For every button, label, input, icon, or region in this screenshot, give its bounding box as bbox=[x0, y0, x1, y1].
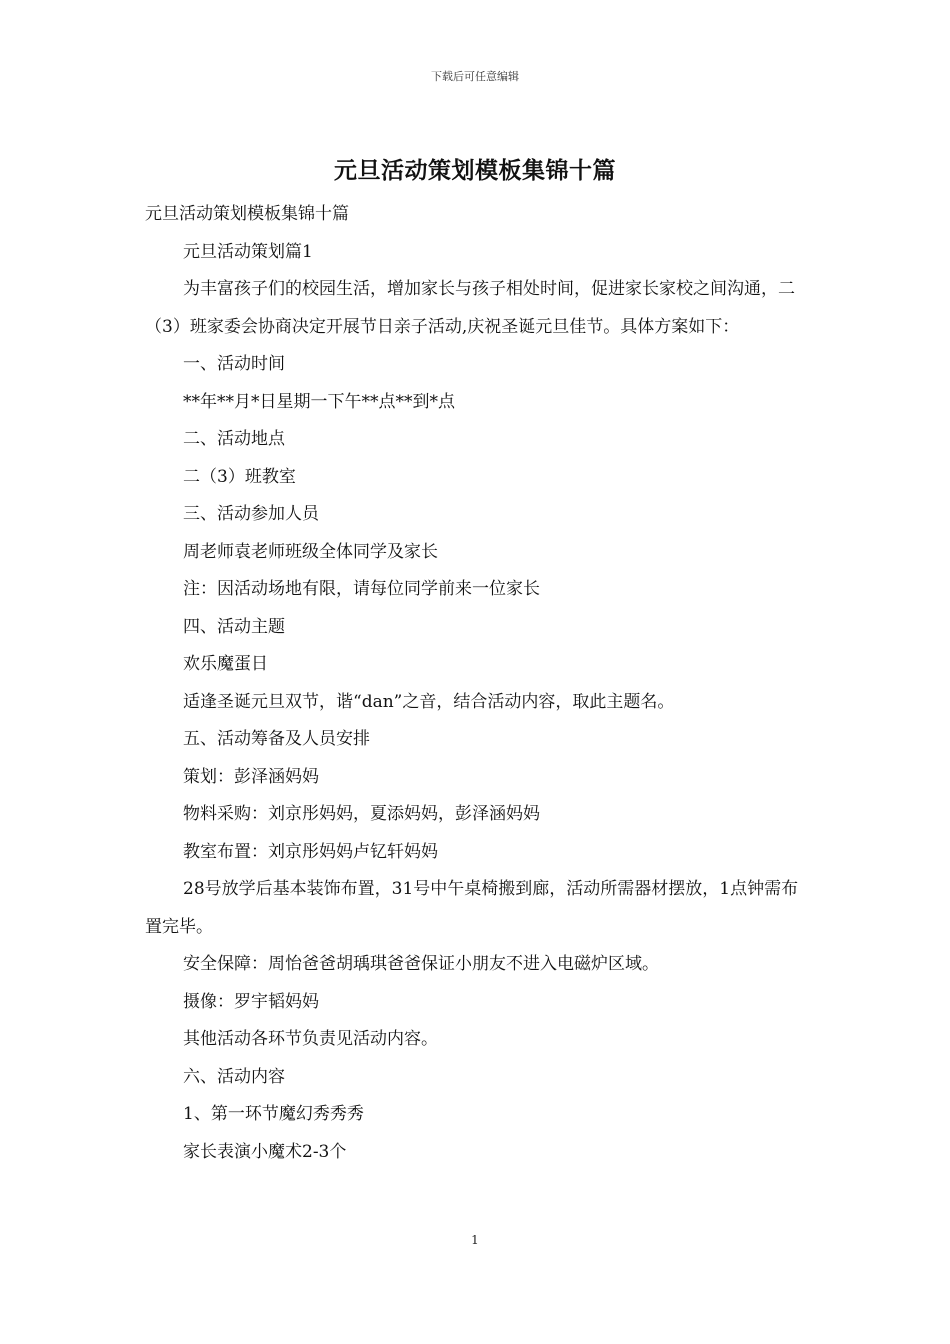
heading-participants: 三、活动参加人员 bbox=[183, 504, 319, 524]
paragraph-purchasing: 物料采购：刘京彤妈妈，夏添妈妈，彭泽涵妈妈 bbox=[183, 804, 540, 824]
heading-activity-location: 二、活动地点 bbox=[183, 429, 285, 449]
paragraph-theme-name: 欢乐魔蛋日 bbox=[183, 654, 268, 674]
paragraph-theme-explanation: 适逢圣诞元旦双节，谐“dan”之音，结合活动内容，取此主题名。 bbox=[183, 691, 675, 712]
paragraph-first-segment: 1、第一环节魔幻秀秀秀 bbox=[183, 1104, 364, 1124]
heading-content: 六、活动内容 bbox=[183, 1066, 285, 1087]
heading-theme: 四、活动主题 bbox=[183, 616, 285, 637]
document-title: 元旦活动策划模板集锦十篇 bbox=[334, 157, 616, 184]
paragraph-activity-location: 二（3）班教室 bbox=[183, 466, 296, 487]
heading-activity-time: 一、活动时间 bbox=[183, 354, 285, 374]
paragraph-participants: 周老师袁老师班级全体同学及家长 bbox=[183, 541, 438, 562]
paragraph-decoration: 教室布置：刘京彤妈妈卢钇轩妈妈 bbox=[183, 841, 438, 862]
paragraph-planning: 策划：彭泽涵妈妈 bbox=[183, 766, 319, 787]
paragraph-note: 注：因活动场地有限，请每位同学前来一位家长 bbox=[183, 579, 540, 599]
page-number: 1 bbox=[471, 1233, 479, 1247]
header-note: 下载后可任意编辑 bbox=[431, 70, 519, 83]
document-body bbox=[145, 196, 807, 1171]
paragraph-magic-show: 家长表演小魔术2-3个 bbox=[183, 1141, 347, 1162]
heading-preparation: 五、活动筹备及人员安排 bbox=[183, 729, 370, 749]
intro-paragraph: 为丰富孩子们的校园生活，增加家长与孩子相处时间，促进家长家校之间沟通，二（3）班家委会协商决定开展节日亲子活动,庆祝圣诞元旦佳节。具体方案如下： bbox=[145, 279, 795, 337]
paragraph-other: 其他活动各环节负责见活动内容。 bbox=[183, 1029, 438, 1049]
paragraph-safety: 安全保障：周怡爸爸胡瑀琪爸爸保证小朋友不进入电磁炉区域。 bbox=[183, 954, 659, 974]
paragraph-setup-schedule: 28号放学后基本装饰布置，31号中午桌椅搬到廊，活动所需器材摆放，1点钟需布置完毕。 bbox=[145, 879, 799, 937]
paragraph-activity-time: **年**月*日星期一下午**点**到*点 bbox=[183, 391, 455, 412]
paragraph-photography: 摄像：罗宇韬妈妈 bbox=[183, 991, 319, 1012]
subtitle-paragraph: 元旦活动策划模板集锦十篇 bbox=[145, 204, 349, 224]
section-heading: 元旦活动策划篇1 bbox=[183, 241, 313, 262]
